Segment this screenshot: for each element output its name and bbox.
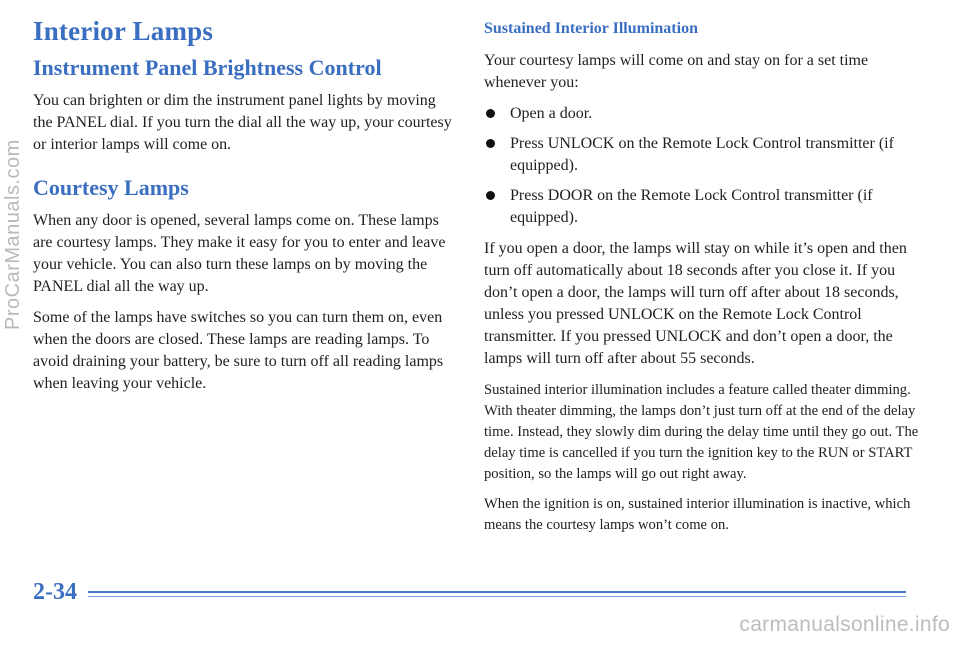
paragraph-courtesy-lamps-1: When any door is opened, several lamps come on. These lamps are courtesy lamps. They make it easy for you to enter and leave your vehicle. You can also turn these lamps on by moving the PANEL dial all the way up. [33,212,446,295]
list-item-text: Open a door. [510,105,593,122]
left-column [33,14,453,395]
bullet-icon [486,139,495,148]
page-heading: Interior Lamps [33,16,214,46]
paragraph-courtesy-lamps-2: Some of the lamps have switches so you can turn them on, even when the doors are closed. These lamps are reading lamps. To avoid draining your battery, be sure to turn off all reading lamps when leaving your vehicle. [33,309,444,392]
bullet-icon [486,191,495,200]
list-item [484,103,924,125]
list-item [484,133,924,177]
list-item-text: Press DOOR on the Remote Lock Control transmitter (if equipped). [510,187,873,226]
right-column [484,14,924,536]
paragraph-ignition-inactive: When the ignition is on, sustained interior illumination is inactive, which means the courtesy lamps won’t come on. [484,496,911,533]
bullet-list [484,103,924,229]
paragraph-theater-dimming: Sustained interior illumination includes a feature called theater dimming. With theater dimming, the lamps don’t just turn off at the end of the delay time. Instead, they slowly dim during the delay time until they go out. The delay time is cancelled if you turn the ignition key to the RUN or START position, so the lamps will go out right away. [484,382,919,482]
section-title-sustained-illumination: Sustained Interior Illumination [484,20,698,37]
list-item [484,185,924,229]
footer-rule-thin [88,596,906,597]
side-watermark: ProCarManuals.com [2,139,24,331]
section-title-courtesy-lamps: Courtesy Lamps [33,175,189,200]
page-number: 2-34 [33,579,77,605]
paragraph-sustained-intro: Your courtesy lamps will come on and stay on for a set time whenever you: [484,52,869,91]
footer-rule [88,591,906,593]
section-title-instrument-panel-brightness: Instrument Panel Brightness Control [33,55,382,80]
bullet-icon [486,109,495,118]
paragraph-instrument-panel-brightness: You can brighten or dim the instrument panel lights by moving the PANEL dial. If you turn the dial all the way up, your courtesy or interior lamps will come on. [33,92,452,153]
list-item-text: Press UNLOCK on the Remote Lock Control transmitter (if equipped). [510,135,894,174]
paragraph-open-door-timing: If you open a door, the lamps will stay on while it’s open and then turn off automatically about 18 seconds after you close it. If you don’t open a door, the lamps will turn off after about 18 seconds, unless you pressed UNLOCK on the Remote Lock Control transmitter. If you pressed UNLOCK and don’t open a door, the lamps will turn off after about 55 seconds. [484,240,907,367]
bottom-watermark: carmanualsonline.info [739,613,950,636]
